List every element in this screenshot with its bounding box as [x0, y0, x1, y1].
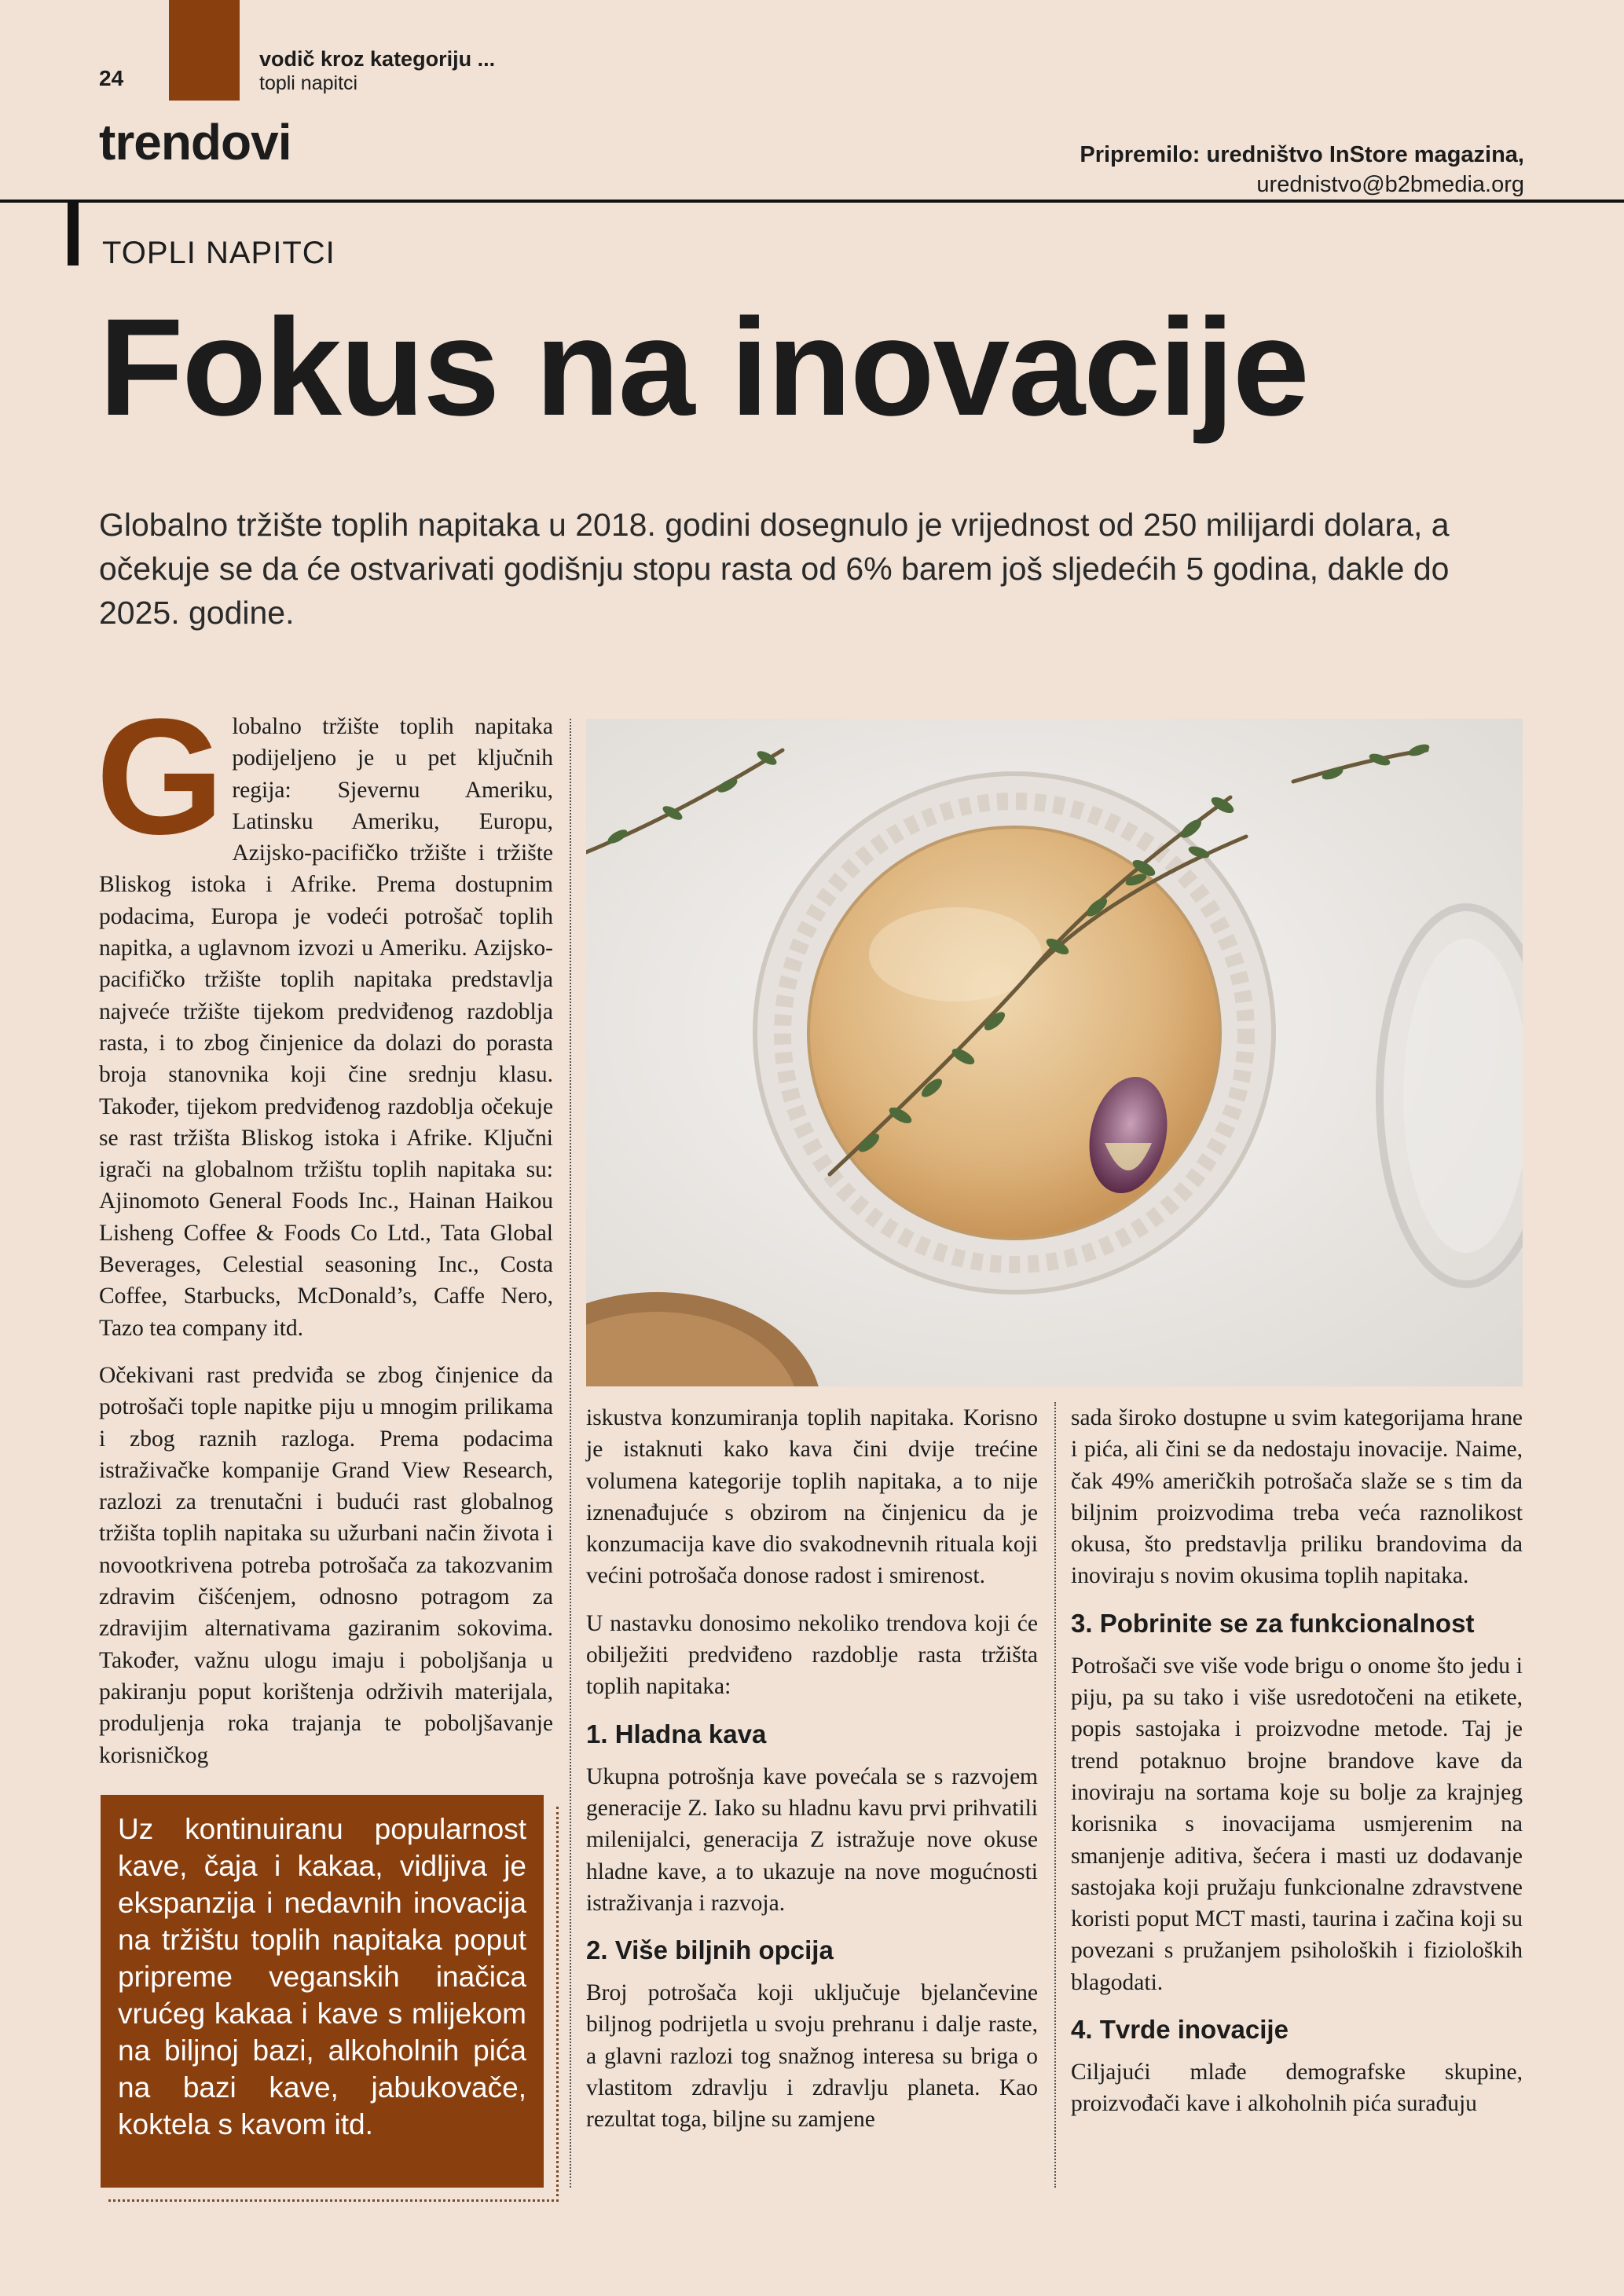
paragraph: sada široko dostupne u svim kategorijama hrane i pića, ali čini se da nedostaju inovacije. Naime, čak 49% američkih potrošača slaže se s tim da biljnim proizvodima treba veća raznolikost okusa, što predstavlja priliku brandovima da inoviraju s novim okusima toplih napitaka. [1071, 1405, 1523, 1589]
kicker-bar [68, 203, 79, 265]
page-number: 24 [99, 66, 124, 90]
article-column-1 [96, 684, 553, 1787]
article-column-2 [586, 1402, 1038, 2151]
subheading-plant-options: 2. Više biljnih opcija [586, 1935, 834, 1965]
tea-cup-illustration [586, 719, 1523, 1386]
category-subtitle: topli napitci [259, 72, 358, 94]
credit-email: urednistvo@b2bmedia.org [1256, 172, 1524, 197]
article-lead: Globalno tržište toplih napitaka u 2018. godini dosegnulo je vrijednost od 250 milijardi dolara, a očekuje se da će ostvarivati godišnju stopu rasta od 6% barem još sljedećih 5 godina, dakle do 2025. godine. [99, 507, 1450, 631]
paragraph-text: lobalno tržište toplih napitaka podijeljeno je u pet ključnih regija: Sjevernu Ameriku, Latinsku Ameriku, Europu, Azijsko-pacifičko tržište i tržište Bliskog istoka i Afrike. Prema dostupnim podacima, Europa je vodeći potrošač toplih napitka, a uglavnom izvozi u Ameriku. Azijsko-pacifičko tržište toplih napitaka predstavlja najveće tržište tijekom predviđenog razdoblja rasta, i to zbog činjenice da dolazi do porasta broja stanovnika koji čine srednju klasu. Također, tijekom predviđenog razdoblja očekuje se rast tržišta Bliskog istoka i Afrike. Ključni igrači na globalnom tržištu toplih napitaka su: Ajinomoto General Foods Inc., Hainan Haikou Lisheng Coffee & Foods Co Ltd., Tata Global Beverages, Celestial seasoning Inc., Costa Coffee, Starbucks, McDonald’s, Caffe Nero, Tazo tea company itd. [99, 714, 553, 1341]
category-title: vodič kroz kategoriju ... [259, 47, 496, 71]
paragraph: Potrošači sve više vode brigu o onome što jedu i piju, pa su tako i više usredotočeni na etikete, popis sastojaka i proizvodne metode. Taj je trend potaknuo brojne brandove kave da inoviraju na sortama koje su bolje za krajnjeg korisnika s inovacijama usmjerenim na smanjenje aditiva, šećera i masti uz dodavanje sastojaka koji pružaju funkcionalne zdravstvene koristi poput MCT masti, taurina i začina koji su povezani s pružanjem psiholoških i fizioloških blagodati. [1071, 1653, 1523, 1995]
paragraph: Broj potrošača koji uključuje bjelančevine biljnog podrijetla u svoju prehranu i dalje raste, a glavni razlozi tog snažnog interesa su briga o vlastitom zdravlju i zdravlju planeta. Kao rezultat toga, biljne su zamjene [586, 1980, 1038, 2133]
drop-cap: G [96, 684, 225, 869]
paragraph: Ciljajući mlađe demografske skupine, proizvođači kave i alkoholnih pića surađuju [1071, 2060, 1523, 2117]
paragraph: Očekivani rast predviđa se zbog činjenice da potrošači tople napitke piju u mnogim prilikama i zbog raznih razloga. Prema podacima istraživačke kompanije Grand View Research, razlozi za trenutačni i budući rast globalnog tržišta toplih napitaka su užurbani način života i novootkrivena potreba potrošača za takozvanim zdravim čišćenjem, odnosno potragom za zdravijim alternativama gaziranim sokovima. Također, važnu ulogu imaju i poboljšanja u pakiranju poput korištenja održivih materijala, produljenja roka trajanja te poboljšavanje korisničkog [99, 1362, 553, 1768]
section-title: trendovi [99, 114, 291, 170]
column-divider [1054, 1402, 1056, 2188]
article-column-3 [1071, 1402, 1523, 2136]
article-headline: Fokus na inovacije [99, 291, 1308, 445]
header-color-tab [169, 0, 240, 101]
paragraph: iskustva konzumiranja toplih napitaka. Korisno je istaknuti kako kava čini dvije trećine volumena kategorije toplih napitaka, a to nije iznenađujuće s obzirom na činjenicu da je konzumacija kave dio svakodnevnih rituala koji većini potrošača donose radost i smirenost. [586, 1405, 1038, 1589]
header-rule [0, 200, 1624, 203]
column-divider [570, 719, 571, 2188]
article-photo [586, 719, 1523, 1386]
pullquote: Uz kontinuiranu popularnost kave, čaja i kakaa, vidljiva je ekspanzija i nedavnih inovacija na tržištu toplih napitaka poput pripreme veganskih inačica vrućeg kakaa i kave s mlijekom na biljnoj bazi, alkoholnih pića na bazi kave, jabukovače, koktela s kavom itd. [101, 1795, 544, 2188]
subheading-functionality: 3. Pobrinite se za funkcionalnost [1071, 1608, 1475, 1638]
credit-name: Pripremilo: uredništvo InStore magazina, [1080, 142, 1524, 167]
author-credit [1080, 140, 1524, 200]
subheading-cold-coffee: 1. Hladna kava [586, 1719, 767, 1749]
article-kicker: TOPLI NAPITCI [102, 236, 335, 270]
paragraph: U nastavku donosimo nekoliko trendova koji će obilježiti predviđeno razdoblje rasta tržišta toplih napitaka: [586, 1610, 1038, 1700]
paragraph: Ukupna potrošnja kave povećala se s razvojem generacije Z. Iako su hladnu kavu prvi prihvatili milenijalci, generacija Z istražuje nove okuse hladne kave, a to ukazuje na nove mogućnosti istraživanja i razvoja. [586, 1763, 1038, 1916]
subheading-hard-innovations: 4. Tvrde inovacije [1071, 2015, 1289, 2045]
paragraph [96, 684, 553, 1344]
